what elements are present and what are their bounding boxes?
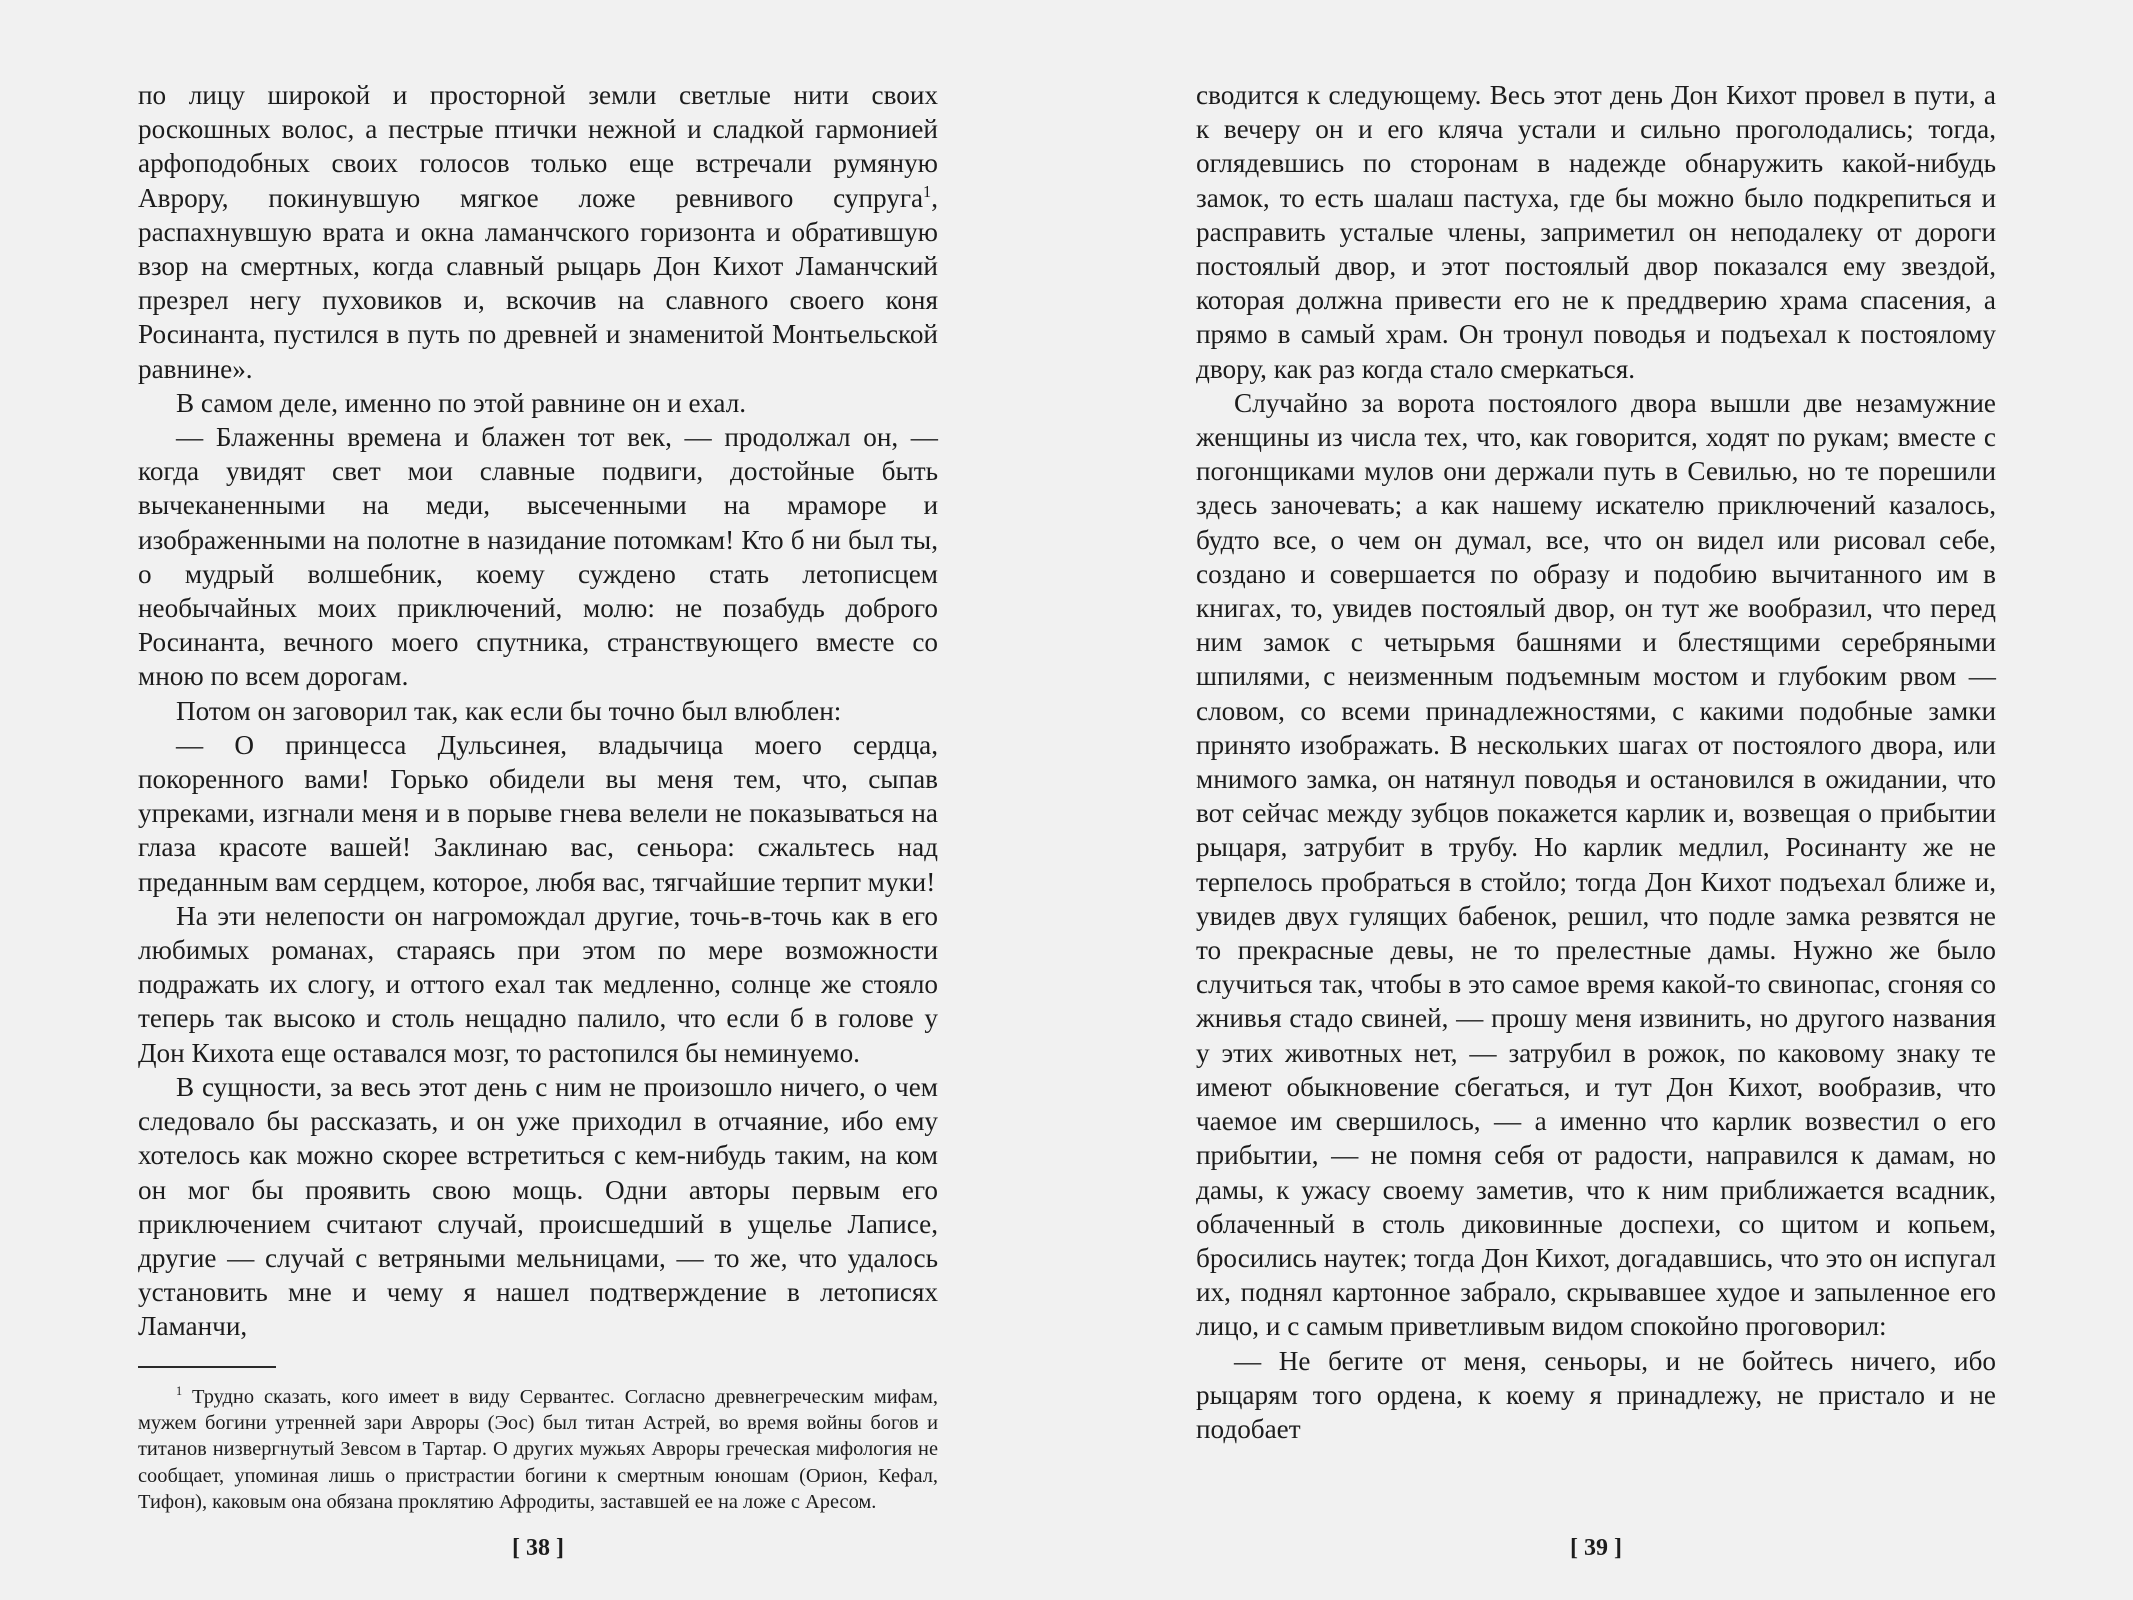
- paragraph: Случайно за ворота постоялого двора вышли две незамужние женщины из числа тех, что, как говорится, ходят по рукам; вместе с погонщиками мулов они держали путь в Севилью, но те порешили здесь заночевать; а как нашему искателю приключений казалось, будто все, о чем он думал, все, что он видел или рисовал себе, создано и совершается по образу и подобию вычитанного им в книгах, то, увидев постоялый двор, он тут же вообразил, что перед ним замок с четырьмя башнями и блестящими серебряными шпилями, с неизменным подъемным мостом и глубоким рвом — словом, со всеми принадлежностями, с какими подобные замки принято изображать. В нескольких шагах от постоялого двора, или мнимого замка, он натянул поводья и остановился в ожидании, что вот сейчас между зубцов покажется карлик и, возвещая о прибытии рыцаря, затрубит в трубу. Но карлик медлил, Росинанту же не терпелось пробраться в стойло; тогда Дон Кихот подъехал ближе и, увидев двух гулящих бабенок, решил, что подле замка резвятся не то прекрасные девы, не то прелестные дамы. Нужно же было случиться так, чтобы в это самое время какой-то свинопас, сгоняя со жнивья стадо свиней, — прошу меня извинить, но другого названия у этих животных нет, — затрубил в рожок, по каковому знаку те имеют обыкновение сбегаться, и тут Дон Кихот, вообразив, что чаемое им свершилось, — а именно что карлик возвестил о его прибытии, — не помня себя от радости, направился к дамам, но дамы, к ужасу своему заметив, что к ним приближается всадник, облаченный в столь диковинные доспехи, со щитом и копьем, бросились наутек; тогда Дон Кихот, догадавшись, что это он испугал их, поднял картонное забрало, скрывавшее худое и запыленное его лицо, и с самым приветливым видом спокойно проговорил:: [1196, 387, 1996, 1342]
- paragraph: — О принцесса Дульсинея, владычица моего сердца, покоренного вами! Горько обидели вы меня тем, что, сыпав упреками, изгнали меня и в порыве гнева велели не показываться на глаза красоте вашей! Заклинаю вас, сеньора: сжальтесь над преданным вам сердцем, которое, любя вас, тягчайшие терпит муки!: [138, 729, 938, 897]
- right-page-body: [1196, 78, 1996, 1446]
- footnote-reference[interactable]: 1: [923, 181, 932, 201]
- paragraph: На эти нелепости он нагромождал другие, точь-в-точь как в его любимых романах, стараясь при этом по мере возможности подражать их слогу, и оттого ехал так медленно, солнце же стояло теперь так высоко и столь нещадно палило, что если б в голове у Дон Кихота еще оставался мозг, то растопился бы неминуемо.: [138, 900, 938, 1068]
- paragraph: — Не бегите от меня, сеньоры, и не бойтесь ничего, ибо рыцарям того ордена, к коему я принадлежу, не пристало и не подобает: [1196, 1345, 1996, 1444]
- footnote-text: Трудно сказать, кого имеет в виду Сервантес. Согласно древнегреческим мифам, мужем богини утренней зари Авроры (Эос) был титан Астрей, во время войны богов и титанов низвергнутый Зевсом в Тартар. О других мужьях Авроры греческая мифология не сообщает, упоминая лишь о пристрастии богини к смертным юношам (Орион, Кефал, Тифон), каковым она обязана проклятию Афродиты, заставшей ее на ложе с Аресом.: [138, 1385, 938, 1514]
- paragraph: Потом он заговорил так, как если бы точно был влюблен:: [176, 695, 842, 726]
- paragraph: сводится к следующему. Весь этот день Дон Кихот провел в пути, а к вечеру он и его кляча устали и сильно проголодались; тогда, оглядевшись по сторонам в надежде обнаружить какой-нибудь замок, то есть шалаш пастуха, где бы можно было подкрепиться и расправить усталые члены, заприметил он неподалеку от дороги постоялый двор, и этот постоялый двор показался ему звездой, которая должна привести его не к преддверию храма спасения, а прямо в самый храм. Он тронул поводья и подъехал к постоялому двору, как раз когда стало смеркаться.: [1196, 80, 1996, 384]
- footnote-divider: [138, 1366, 276, 1368]
- page-number-right: [ 39 ]: [1570, 1535, 1622, 1561]
- left-page-body: [138, 78, 938, 1344]
- right-page: [1196, 78, 1996, 1578]
- paragraph: — Блаженны времена и блажен тот век, — продолжал он, — когда увидят свет мои славные подвиги, достойные быть вычеканенными на меди, высеченными на мраморе и изображенными на полотне в назидание потомкам! Кто б ни был ты, о мудрый волшебник, коему суждено стать летописцем необычайных моих приключений, молю: не позабудь доброго Росинанта, вечного моего спутника, странствующего вместе со мною по всем дорогам.: [138, 422, 938, 692]
- footnote-mark: 1: [176, 1383, 183, 1398]
- paragraph: В самом деле, именно по этой равнине он и ехал.: [176, 387, 747, 418]
- left-page: [138, 78, 938, 1578]
- paragraph: по лицу широкой и просторной земли светлые нити своих роскошных волос, а пестрые птички нежной и сладкой гармонией арфоподобных своих голосов только еще встречали румяную Аврору, покинувшую мягкое ложе ревнивого супруга$^1$, распахнувшую врата и окна ламанчского горизонта и обратившую взор на смертных, когда славный рыцарь Дон Кихот Ламанчский презрел негу пуховиков и, вскочив на славного своего коня Росинанта, пустился в путь по древней и знаменитой Монтьельской равнине».: [138, 80, 938, 384]
- footnote: [138, 1384, 938, 1516]
- page-number-left: [ 38 ]: [512, 1535, 564, 1561]
- paragraph: В сущности, за весь этот день с ним не произошло ничего, о чем следовало бы рассказать, и он уже приходил в отчаяние, ибо ему хотелось как можно скорее встретиться с кем-нибудь таким, на ком он мог бы проявить свою мощь. Одни авторы первым его приключением считают случай, происшедший в ущелье Лаписе, другие — случай с ветряными мельницами, — то же, что удалось установить мне и чему я нашел подтверждение в летописях Ламанчи,: [138, 1071, 938, 1342]
